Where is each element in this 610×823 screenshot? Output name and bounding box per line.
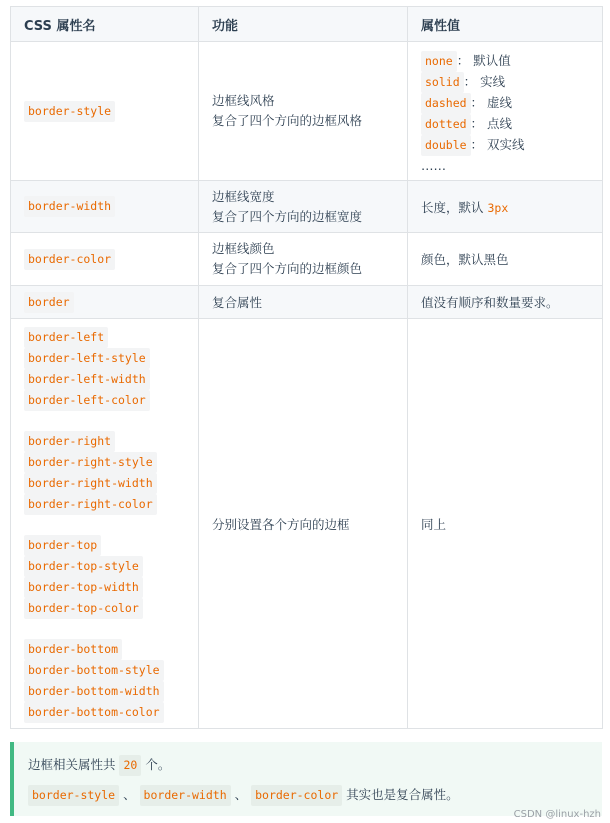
property-name-cell [11, 233, 199, 286]
table-row [11, 233, 603, 286]
value-cell: 颜色，默认黑色 [408, 233, 603, 286]
code-border-bottom-width: border-bottom-width [24, 681, 164, 702]
function-line-1: 边框线颜色 [212, 241, 275, 256]
value-item-none: none ： 默认值 [421, 50, 589, 71]
value-cell: 同上 [408, 319, 603, 729]
function-cell [199, 181, 408, 233]
code-border-color: border-color [251, 785, 342, 806]
header-css-property-name: CSS 属性名 [11, 7, 199, 42]
code-border-top: border-top [24, 535, 101, 556]
value-item-dashed: dashed ： 虚线 [421, 92, 589, 113]
property-name-cell [11, 42, 199, 181]
property-name-cell [11, 286, 199, 319]
property-name-cell [11, 319, 199, 729]
function-line-2: 复合了四个方向的边框颜色 [212, 261, 363, 276]
tip-callout [10, 742, 602, 816]
function-cell [199, 42, 408, 181]
code-border-right-style: border-right-style [24, 452, 157, 473]
css-border-properties-table [10, 6, 603, 729]
value-ellipsis: …… [421, 158, 446, 173]
code-border-top-style: border-top-style [24, 556, 143, 577]
function-line-1: 边框线宽度 [212, 188, 275, 204]
code-border-width: border-width [140, 785, 231, 806]
code-border-right-color: border-right-color [24, 494, 157, 515]
value-cell [408, 42, 603, 181]
code-border-left-color: border-left-color [24, 390, 150, 411]
tip-line-2: border-style 、 border-width 、 border-color 其实也是复合属性。 [28, 782, 602, 812]
code-border-left-style: border-left-style [24, 348, 150, 369]
function-cell: 复合属性 [199, 286, 408, 319]
code-border-style: border-style [24, 101, 115, 122]
value-cell [408, 181, 603, 233]
function-line-2: 复合了四个方向的边框风格 [212, 113, 363, 128]
code-border-color: border-color [24, 249, 115, 270]
csdn-watermark: CSDN @linux-hzh [513, 809, 601, 820]
header-function: 功能 [199, 7, 408, 42]
table-header-row [11, 7, 603, 42]
code-border-right-width: border-right-width [24, 473, 157, 494]
table-row [11, 319, 603, 729]
code-border-bottom-color: border-bottom-color [24, 702, 164, 723]
function-cell [199, 233, 408, 286]
code-border-top-width: border-top-width [24, 577, 143, 598]
value-item-double: double ： 双实线 [421, 134, 589, 155]
function-line-2: 复合了四个方向的边框宽度 [212, 208, 363, 224]
code-border-left: border-left [24, 327, 108, 348]
code-border-width: border-width [24, 196, 115, 217]
table-row [11, 286, 603, 319]
value-text: 长度，默认 [421, 199, 488, 215]
code-border-bottom: border-bottom [24, 639, 122, 660]
code-border-left-width: border-left-width [24, 369, 150, 390]
property-name-cell [11, 181, 199, 233]
value-item-dotted: dotted ： 点线 [421, 113, 589, 134]
tip-line-1: 边框相关属性共 20 个。 [28, 752, 602, 782]
function-cell: 分别设置各个方向的边框 [199, 319, 408, 729]
table-row [11, 181, 603, 233]
code-border: border [24, 292, 74, 313]
header-property-value: 属性值 [408, 7, 603, 42]
code-border-bottom-style: border-bottom-style [24, 660, 164, 681]
value-item-solid: solid ： 实线 [421, 71, 589, 92]
table-row [11, 42, 603, 181]
code-20: 20 [119, 755, 141, 776]
code-border-right: border-right [24, 431, 115, 452]
value-code-3px: 3px [487, 200, 509, 215]
value-cell: 值没有顺序和数量要求。 [408, 286, 603, 319]
code-border-style: border-style [28, 785, 119, 806]
function-line-1: 边框线风格 [212, 93, 275, 108]
code-border-top-color: border-top-color [24, 598, 143, 619]
